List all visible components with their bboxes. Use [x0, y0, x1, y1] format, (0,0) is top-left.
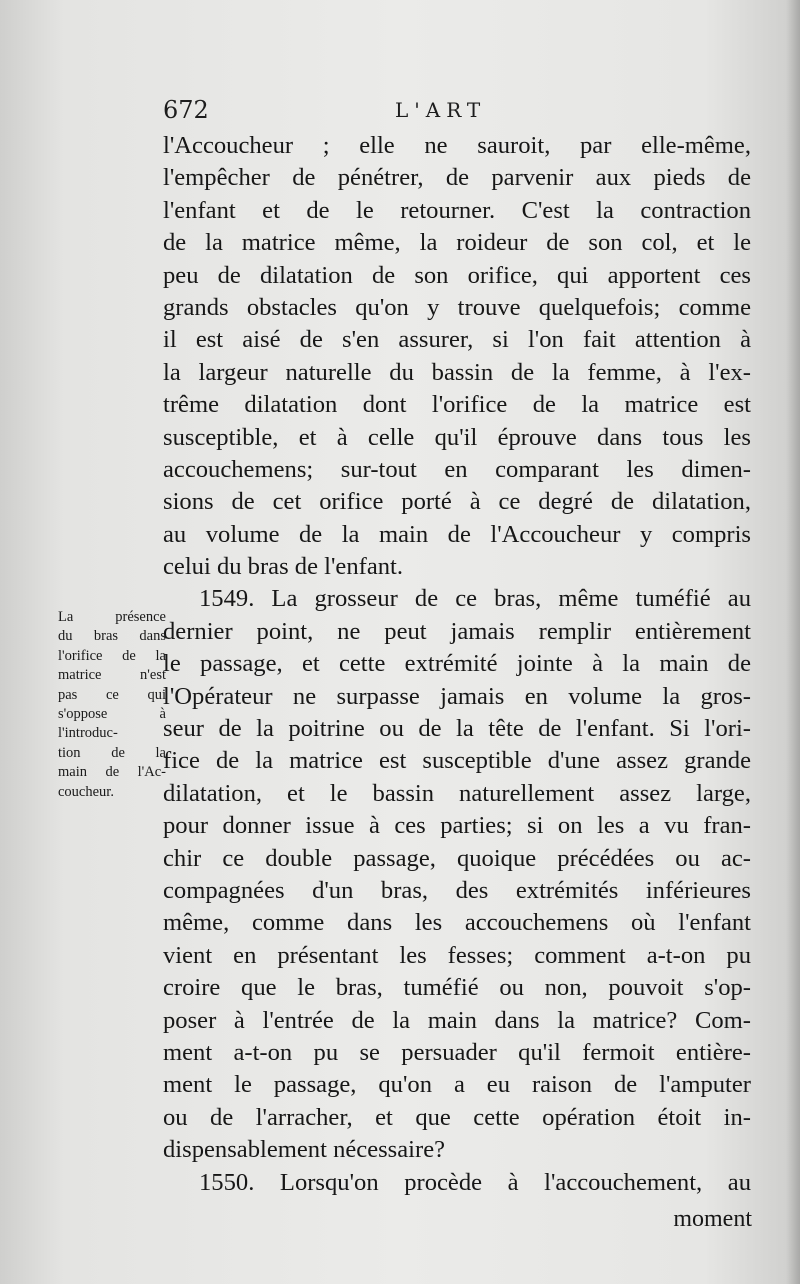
- text-line: l'Opérateur ne surpasse jamais en volume la gros-: [163, 682, 751, 710]
- text-line: pour donner issue à ces parties; si on les a vu fran-: [163, 812, 751, 840]
- text-line: seur de la poitrine ou de la tête de l'enfant. Si l'ori-: [163, 715, 751, 743]
- text-line: le passage, et cette extrémité jointe à la main de: [163, 650, 751, 678]
- text-line: dilatation, et le bassin naturellement assez large,: [163, 779, 751, 807]
- text-line: grands obstacles qu'on y trouve quelquefois; comme: [163, 293, 751, 321]
- text-line: celui du bras de l'enfant.: [163, 553, 404, 581]
- text-line: fice de la matrice est susceptible d'une assez grande: [163, 747, 751, 775]
- running-head: L'ART: [395, 98, 487, 122]
- margin-note-line: tion de la: [58, 744, 166, 761]
- margin-note-line: du bras dans: [58, 628, 166, 645]
- page-number: 672: [163, 96, 209, 124]
- text-line: au volume de la main de l'Accoucheur y compris: [163, 520, 751, 548]
- text-line: même, comme dans les accouchemens où l'enfant: [163, 909, 751, 937]
- text-line: croire que le bras, tuméfié ou non, pouvoit s'op-: [163, 974, 751, 1002]
- text-line: ment le passage, qu'on a eu raison de l'amputer: [163, 1071, 751, 1099]
- text-line: de la matrice même, la roideur de son col, et le: [163, 229, 751, 257]
- text-line: ment a-t-on pu se persuader qu'il fermoit entière-: [163, 1038, 751, 1066]
- paragraph-1550-start: 1550. Lorsqu'on procède à l'accouchement, au: [199, 1168, 751, 1196]
- margin-note-line: main de l'Ac-: [58, 764, 166, 781]
- text-line: accouchemens; sur-tout en comparant les dimen-: [163, 455, 751, 483]
- text-line: poser à l'entrée de la main dans la matrice? Com-: [163, 1006, 751, 1034]
- text-line: dispensablement nécessaire?: [163, 1136, 446, 1164]
- page-header: [163, 96, 753, 132]
- text-line: compagnées d'un bras, des extrémités inférieures: [163, 876, 751, 904]
- margin-note: [58, 608, 166, 802]
- text-line: trême dilatation dont l'orifice de la matrice est: [163, 391, 751, 419]
- text-line: dernier point, ne peut jamais remplir entièrement: [163, 617, 751, 645]
- margin-note-line: matrice n'est: [58, 667, 166, 684]
- text-line: sions de cet orifice porté à ce degré de dilatation,: [163, 488, 751, 516]
- text-line: vient en présentant les fesses; comment a-t-on pu: [163, 941, 751, 969]
- page-edge-shadow: [786, 0, 800, 1284]
- text-line: l'empêcher de pénétrer, de parvenir aux pieds de: [163, 164, 751, 192]
- margin-note-line: coucheur.: [58, 783, 114, 800]
- margin-note-line: s'oppose à: [58, 705, 166, 722]
- text-line: l'enfant et de le retourner. C'est la contraction: [163, 196, 751, 224]
- margin-note-line: pas ce qui: [58, 686, 166, 703]
- body-text: [163, 130, 751, 1199]
- margin-note-line: l'introduc-: [58, 725, 118, 742]
- margin-note-line: La présence: [58, 609, 166, 625]
- margin-note-line: l'orifice de la: [58, 647, 166, 664]
- text-line: peu de dilatation de son orifice, qui apportent ces: [163, 261, 751, 289]
- text-line: l'Accoucheur ; elle ne sauroit, par elle-même,: [163, 132, 751, 159]
- catchword: moment: [673, 1206, 752, 1232]
- text-line: la largeur naturelle du bassin de la femme, à l'ex-: [163, 358, 751, 386]
- paragraph-1549-start: 1549. La grosseur de ce bras, même tuméfié au: [199, 585, 751, 613]
- text-line: chir ce double passage, quoique précédées ou ac-: [163, 844, 751, 872]
- text-line: susceptible, et à celle qu'il éprouve dans tous les: [163, 423, 751, 451]
- text-line: il est aisé de s'en assurer, si l'on fait attention à: [163, 326, 751, 354]
- text-line: ou de l'arracher, et que cette opération étoit in-: [163, 1103, 751, 1131]
